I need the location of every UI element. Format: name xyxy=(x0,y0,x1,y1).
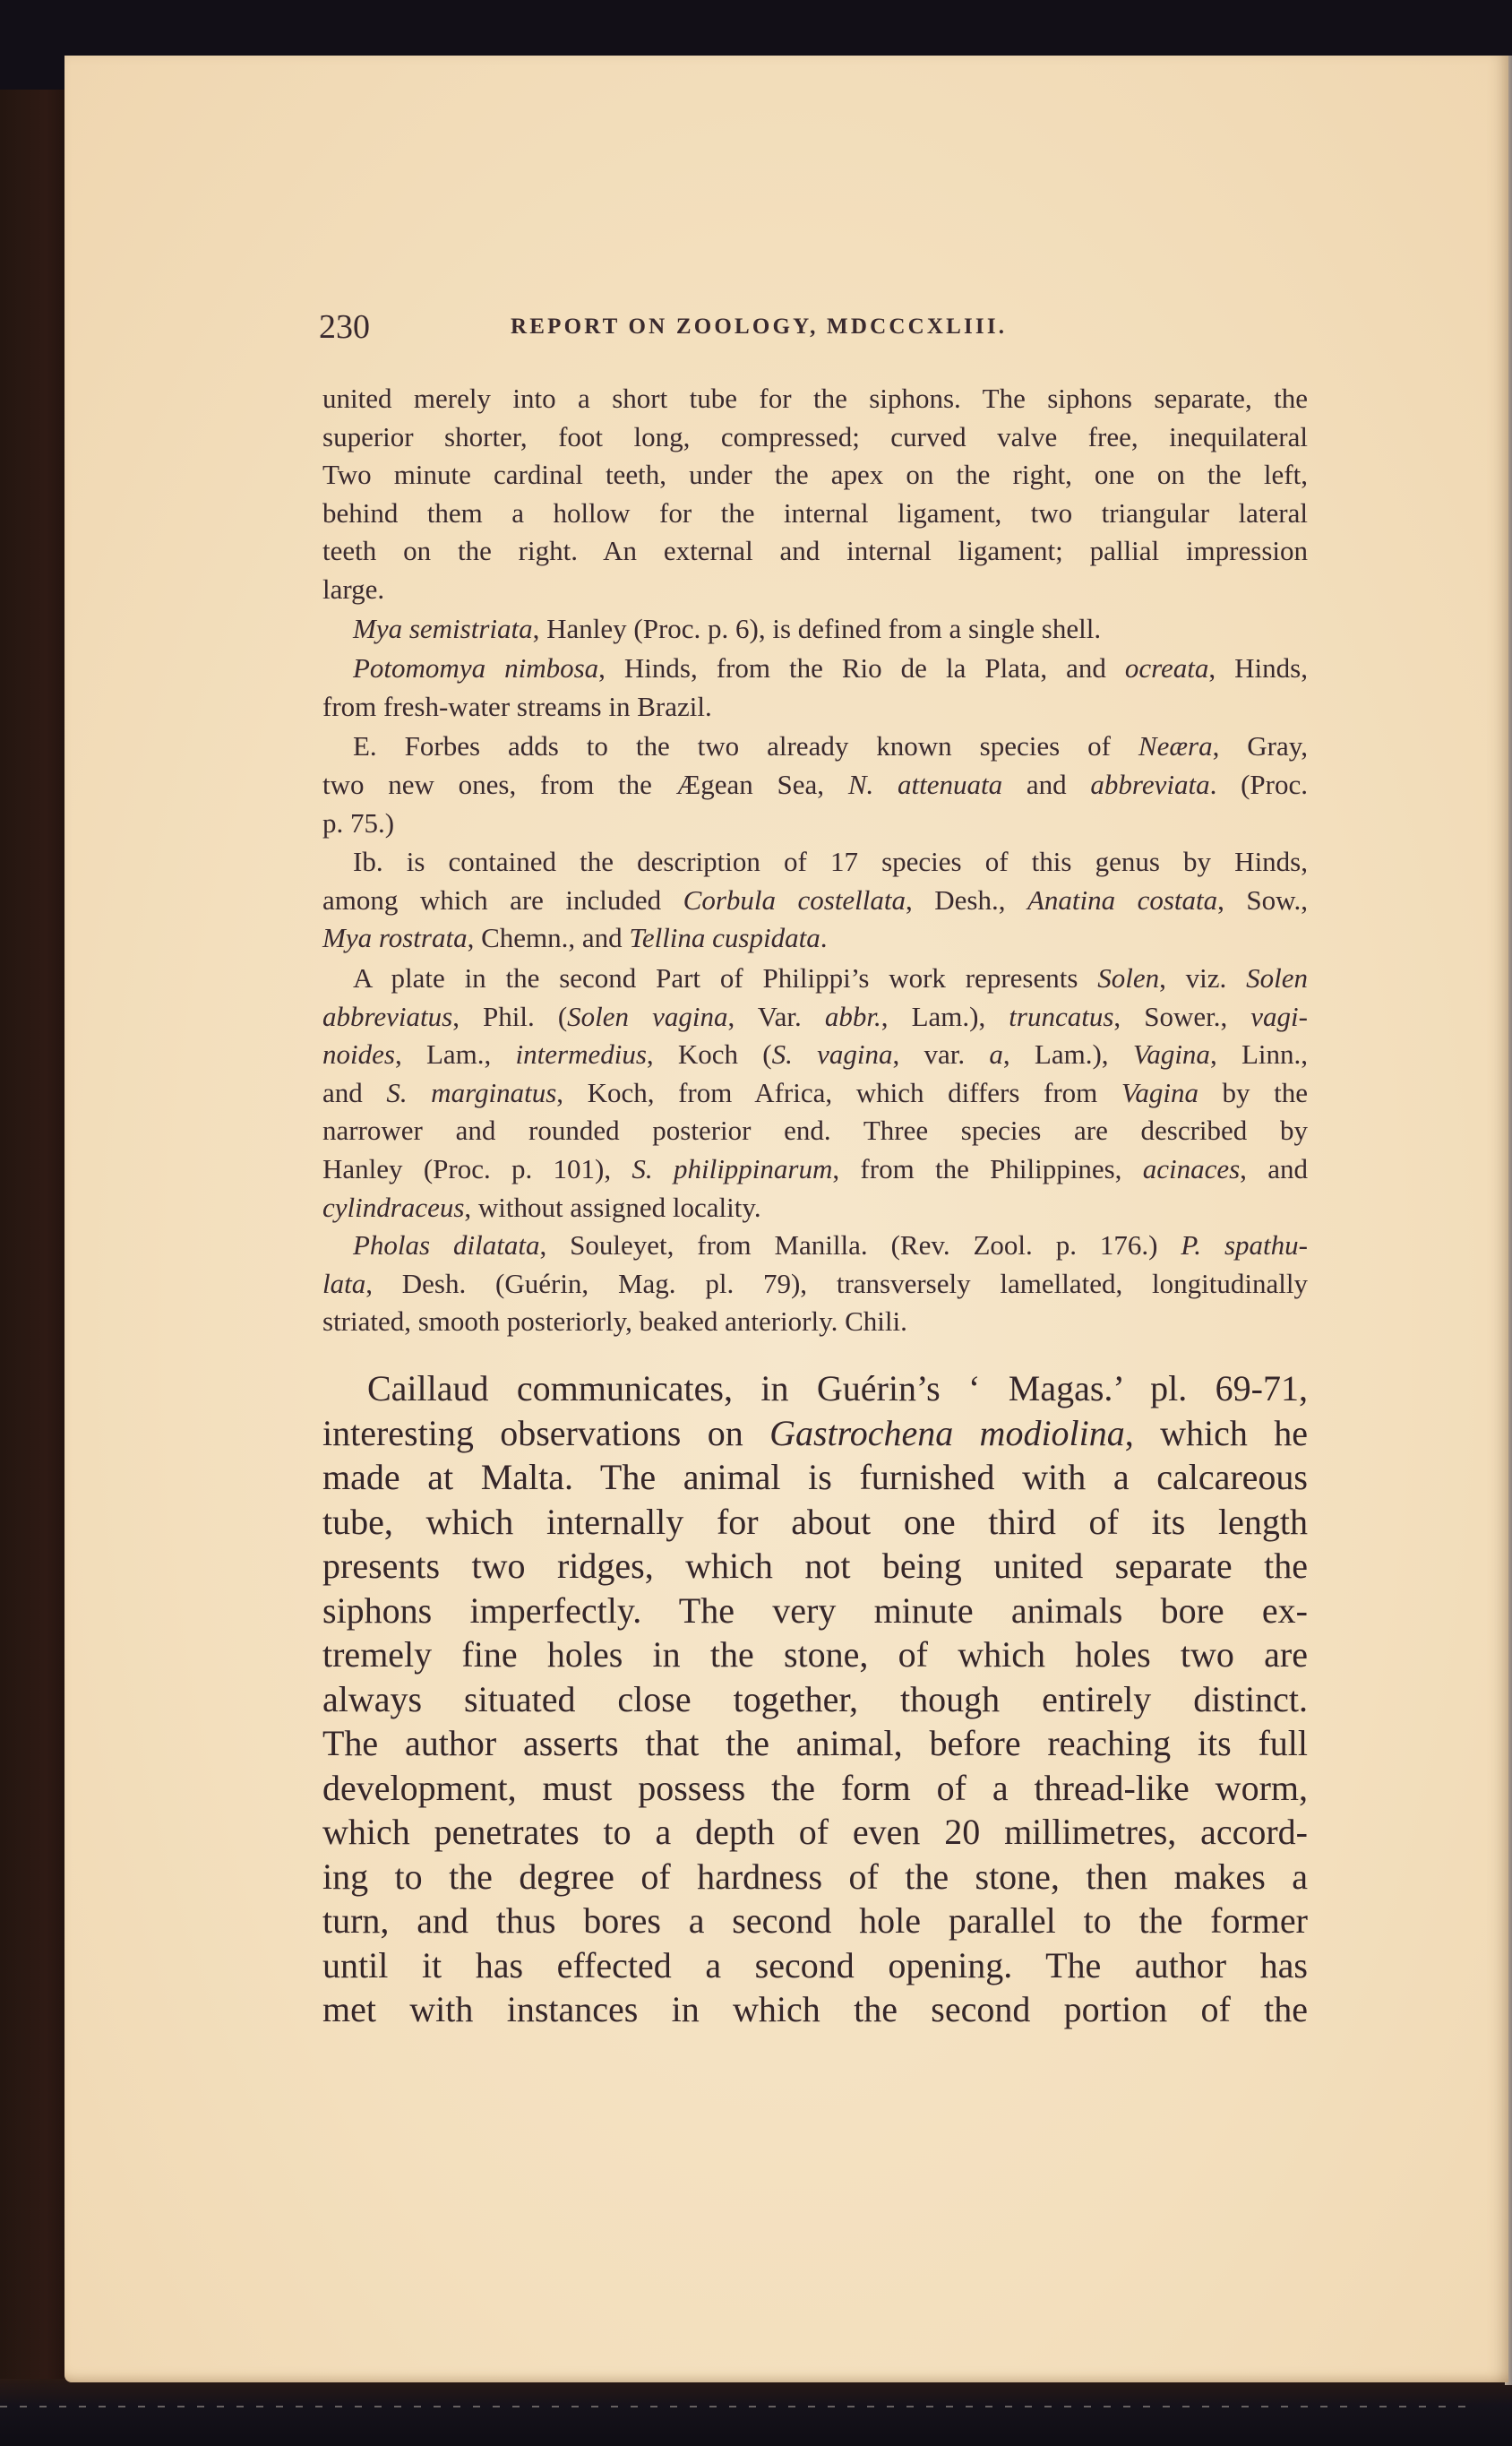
italic-term: N. attenuata xyxy=(847,769,1003,800)
text-run: siphons imperfectly. The very minute animals bore ex- xyxy=(322,1589,1308,1631)
text-run: ing to the degree of hardness of the stone, then makes a xyxy=(322,1856,1308,1897)
text-run: Ib. is contained the description of 17 species of this genus by Hinds, xyxy=(353,846,1308,878)
italic-term: Neæra xyxy=(1138,730,1213,762)
text-line xyxy=(322,1810,1308,1855)
scanner-background-left xyxy=(0,90,66,2383)
italic-term: Mya rostrata xyxy=(322,922,468,954)
text-line xyxy=(367,1366,1308,1411)
text-run: tube, which internally for about one third of its length xyxy=(322,1501,1308,1542)
italic-term: abbreviatus xyxy=(322,1000,453,1032)
text-run: p. 75.) xyxy=(322,806,395,839)
text-line xyxy=(322,418,1308,456)
italic-term: S. vagina xyxy=(771,1038,893,1071)
text-run: superior shorter, foot long, compressed; curved valve free, inequilateral xyxy=(322,420,1308,452)
text-line xyxy=(322,1943,1308,1988)
text-run: , without assigned locality. xyxy=(464,1191,761,1223)
text-run: large. xyxy=(322,573,385,605)
text-line xyxy=(322,1987,1308,2032)
italic-term: Tellina cuspidata xyxy=(629,922,820,954)
text-run: . xyxy=(820,922,828,954)
text-line xyxy=(322,1150,1308,1188)
text-run: united merely into a short tube for the siphons. The siphons separate, the xyxy=(322,383,1308,414)
text-run: by the xyxy=(1198,1076,1309,1108)
text-line xyxy=(353,842,1308,881)
text-run: among which are included xyxy=(322,883,683,916)
text-line xyxy=(322,570,1308,608)
text-run: two new ones, from the Ægean Sea, xyxy=(322,769,848,800)
page-number: 230 xyxy=(319,308,370,346)
text-run: , Souleyet, from Manilla. (Rev. Zool. p. 176.) xyxy=(539,1229,1181,1262)
text-line xyxy=(322,881,1308,919)
italic-term: Solen xyxy=(1097,962,1160,994)
italic-term: acinaces xyxy=(1142,1153,1241,1184)
text-run: , Desh., xyxy=(906,883,1027,916)
italic-term: Solen vagina xyxy=(567,1000,728,1032)
text-run: , Linn., xyxy=(1209,1038,1308,1071)
text-line xyxy=(322,1073,1308,1112)
text-line xyxy=(353,649,1308,687)
text-line xyxy=(322,494,1308,532)
text-run: until it has effected a second opening. The author has xyxy=(322,1944,1308,1985)
text-run: , Chemn., and xyxy=(467,922,630,954)
italic-term: Solen xyxy=(1246,962,1309,994)
text-run: , Var. xyxy=(727,1000,825,1032)
text-run: Two minute cardinal teeth, under the apex on the right, one on the left, xyxy=(322,459,1308,491)
text-run: development, must possess the form of a thread-like worm, xyxy=(322,1767,1308,1808)
italic-term: Gastrochena modiolina xyxy=(769,1412,1125,1453)
text-line xyxy=(353,609,1308,648)
text-run: , from the Philippines, xyxy=(832,1153,1143,1184)
text-run: E. Forbes adds to the two already known species of xyxy=(353,730,1138,762)
text-line xyxy=(322,918,1308,957)
text-line xyxy=(322,687,1308,726)
text-run: Caillaud communicates, in Guérin’s ‘ Magas.’ pl. 69-71, xyxy=(367,1368,1308,1408)
text-run: turn, and thus bores a second hole parallel to the former xyxy=(322,1900,1308,1941)
text-line xyxy=(322,1111,1308,1150)
text-run: , Hanley (Proc. p. 6), is defined from a single shell. xyxy=(532,612,1102,644)
text-run: tremely fine holes in the stone, of which holes two are xyxy=(322,1634,1308,1675)
text-run: , Desh. (Guérin, Mag. pl. 79), transversely lamellated, longitudinally xyxy=(365,1267,1308,1299)
text-run: , Sow., xyxy=(1217,883,1309,916)
text-run: interesting observations on xyxy=(322,1412,770,1453)
text-run: The author asserts that the animal, before reaching its full xyxy=(322,1723,1308,1763)
text-line xyxy=(322,1035,1308,1073)
text-line xyxy=(322,379,1308,418)
text-line xyxy=(322,1677,1308,1722)
text-run: , var. xyxy=(892,1038,990,1071)
text-run: , Hinds, from the Rio de la Plata, and xyxy=(598,652,1125,685)
italic-term: Mya semistriata xyxy=(353,612,533,644)
italic-term: Vagina xyxy=(1121,1076,1198,1108)
text-run: teeth on the right. An external and internal ligament; pallial impression xyxy=(322,535,1308,567)
text-run: , Phil. ( xyxy=(452,1000,568,1032)
italic-term: cylindraceus xyxy=(322,1191,465,1223)
italic-term: Pholas dilatata xyxy=(353,1229,540,1262)
text-run: , which he xyxy=(1124,1412,1308,1453)
text-run: narrower and rounded posterior end. Three species are described by xyxy=(322,1115,1308,1147)
italic-term: vagi- xyxy=(1250,1000,1308,1032)
text-run: always situated close together, though entirely distinct. xyxy=(322,1678,1308,1719)
text-run: striated, smooth posteriorly, beaked anteriorly. Chili. xyxy=(322,1305,907,1338)
text-run: , Sower., xyxy=(1113,1000,1251,1032)
text-run: and xyxy=(1002,769,1091,800)
text-run: , and xyxy=(1240,1153,1308,1184)
italic-term: noides xyxy=(322,1038,395,1071)
text-run: made at Malta. The animal is furnished with a calcareous xyxy=(322,1457,1308,1497)
text-run: from fresh-water streams in Brazil. xyxy=(322,690,712,722)
italic-term: Potomomya nimbosa xyxy=(353,652,599,685)
text-run: behind them a hollow for the internal ligament, two triangular lateral xyxy=(322,496,1308,529)
italic-term: abbr. xyxy=(824,1000,881,1032)
italic-term: Anatina costata xyxy=(1027,883,1218,916)
text-line xyxy=(322,1264,1308,1303)
text-run: presents two ridges, which not being united separate the xyxy=(322,1546,1308,1586)
text-line xyxy=(322,1455,1308,1500)
text-line xyxy=(322,1544,1308,1589)
text-run: , Hinds, xyxy=(1208,652,1308,685)
italic-term: Vagina xyxy=(1132,1038,1210,1071)
italic-term: truncatus xyxy=(1009,1000,1114,1032)
text-run: , Lam.), xyxy=(881,1000,1009,1032)
running-title: REPORT ON ZOOLOGY, MDCCCXLIII. xyxy=(511,314,1008,339)
text-line xyxy=(353,959,1308,997)
text-run: met with instances in which the second portion of the xyxy=(322,1989,1308,2029)
italic-term: abbreviata xyxy=(1090,769,1210,800)
text-run: , Gray, xyxy=(1212,730,1308,762)
binding-stitch-line xyxy=(0,2406,1478,2407)
text-line xyxy=(322,997,1308,1036)
text-run: , Koch ( xyxy=(646,1038,772,1071)
italic-term: intermedius xyxy=(515,1038,647,1071)
text-line xyxy=(322,1766,1308,1811)
text-line xyxy=(353,1226,1308,1264)
text-line xyxy=(322,1188,1308,1227)
text-run: , viz. xyxy=(1159,962,1247,994)
text-line xyxy=(322,531,1308,570)
text-line xyxy=(322,1500,1308,1545)
text-run: and xyxy=(322,1076,387,1108)
italic-term: P. spathu- xyxy=(1181,1229,1308,1262)
text-line xyxy=(322,1855,1308,1899)
text-line xyxy=(322,765,1308,804)
text-line xyxy=(322,1632,1308,1677)
text-run: which penetrates to a depth of even 20 millimetres, accord- xyxy=(322,1812,1308,1852)
text-line xyxy=(322,804,1308,842)
italic-term: ocreata xyxy=(1124,652,1209,685)
text-line xyxy=(353,727,1308,765)
italic-term: lata xyxy=(322,1267,366,1299)
text-run: , Koch, from Africa, which differs from xyxy=(556,1076,1121,1108)
text-line xyxy=(322,1721,1308,1766)
text-run: Hanley (Proc. p. 101), xyxy=(322,1153,632,1184)
text-run: A plate in the second Part of Philippi’s work represents xyxy=(353,962,1098,994)
text-run: . (Proc. xyxy=(1209,769,1308,800)
text-line xyxy=(322,1899,1308,1943)
text-line xyxy=(322,455,1308,494)
text-line xyxy=(322,1589,1308,1633)
text-line xyxy=(322,1302,1308,1340)
italic-term: Corbula costellata xyxy=(683,883,906,916)
italic-term: S. philippinarum xyxy=(631,1153,833,1184)
text-line xyxy=(322,1411,1308,1456)
text-run: , Lam., xyxy=(394,1038,516,1071)
scanner-background-bottom xyxy=(0,2379,1512,2446)
italic-term: S. marginatus xyxy=(386,1076,557,1108)
italic-term: a xyxy=(989,1038,1003,1071)
text-run: , Lam.), xyxy=(1002,1038,1133,1071)
